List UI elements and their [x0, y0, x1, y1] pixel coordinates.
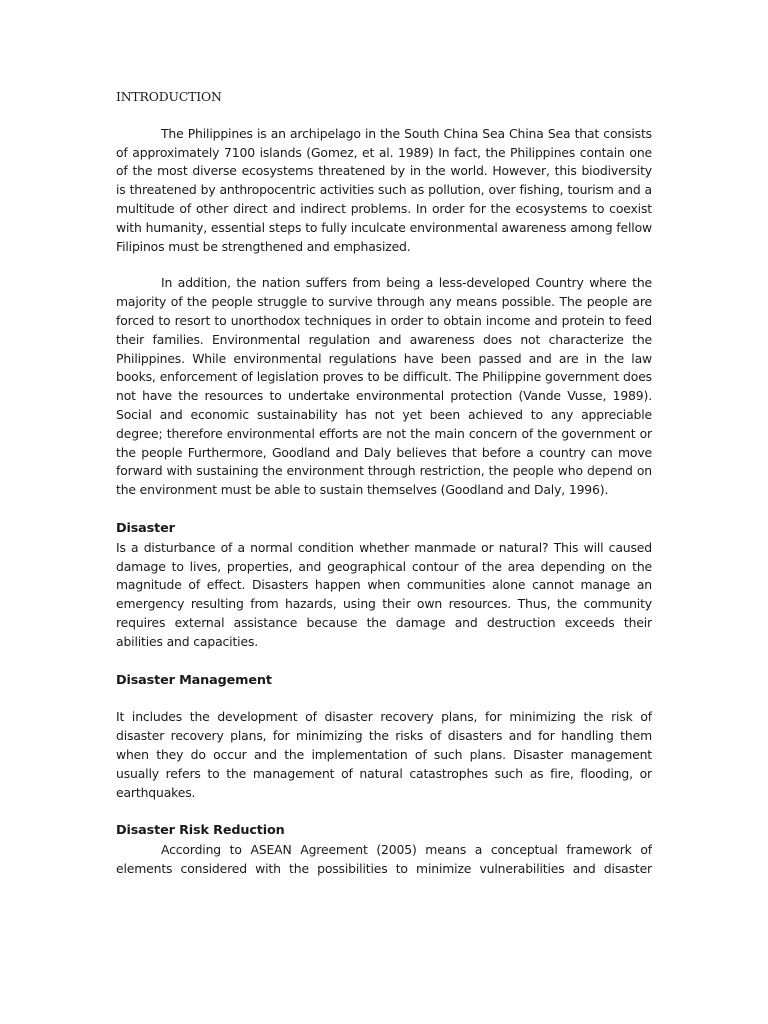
disaster-paragraph: Is a disturbance of a normal condition whether manmade or natural? This will caused damage to lives, properties, and geographical contour of the area depending on the magnitude of effect. Disasters happen when communities alone cannot manage an emergency resulting from hazards, using their own resources. Thus, the community requires external assistance because the damage and destruction exceeds their abilities and capacities.	[116, 539, 652, 649]
disaster-management-heading: Disaster Management	[116, 672, 272, 688]
disaster-heading: Disaster	[116, 520, 175, 536]
introduction-paragraph-1: The Philippines is an archipelago in the South China Sea China Sea that consists of approximately 7100 islands (Gomez, et al. 1989) In fact, the Philippines contain one of the most diverse ecosystems threatened by in the world. However, this biodiversity is threatened by anthropocentric activities such as pollution, over fishing, tourism and a multitude of other direct and indirect problems. In order for the ecosystems to coexist with humanity, essential steps to fully inculcate environmental awareness among fellow Filipinos must be strengthened and emphasized.	[116, 125, 652, 254]
disaster-risk-reduction-paragraph: According to ASEAN Agreement (2005) means a conceptual framework of elements considered with the possibilities to minimize vulnerabilities and disaster	[116, 842, 652, 876]
introduction-paragraph-2: In addition, the nation suffers from being a less-developed Country where the majority of the people struggle to survive through any means possible. The people are forced to resort to unorthodox techniques in order to obtain income and protein to feed their families. Environmental regulation and awareness does not characterize the Philippines. While environmental regulations have been passed and are in the law books, enforcement of legislation proves to be difficult. The Philippine government does not have the resources to undertake environmental protection (Vande Vusse, 1989). Social and economic sustainability has not yet been achieved to any appreciable degree; therefore environmental efforts are not the main concern of the government or the people Furthermore, Goodland and Daly believes that before a country can move forward with sustaining the environment through restriction, the people who depend on the environment must be able to sustain themselves (Goodland and Daly, 1996).	[116, 275, 652, 498]
introduction-heading: INTRODUCTION	[116, 89, 222, 104]
document-page	[116, 88, 652, 879]
disaster-risk-reduction-heading: Disaster Risk Reduction	[116, 823, 285, 839]
disaster-management-paragraph: It includes the development of disaster recovery plans, for minimizing the risk of disaster recovery plans, for minimizing the risks of disasters and for handling them when they do occur and the implementation of such plans. Disaster management usually refers to the management of natural catastrophes such as fire, flooding, or earthquakes.	[116, 709, 652, 800]
